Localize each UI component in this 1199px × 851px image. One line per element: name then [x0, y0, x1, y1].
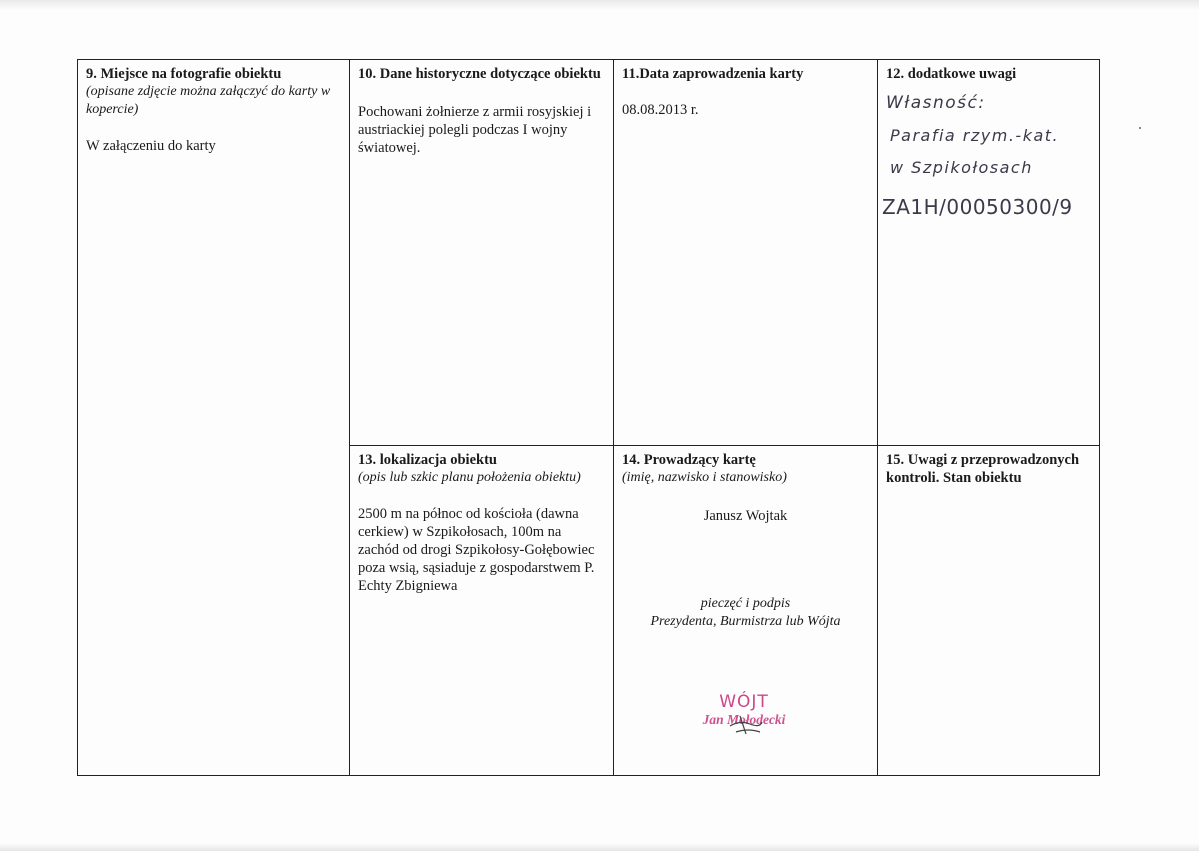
cell-body: 08.08.2013 r. — [622, 102, 699, 118]
cell-heading: 11.Data zaprowadzenia karty — [622, 66, 804, 82]
handwritten-note: Własność: — [886, 93, 986, 113]
keeper-name: Janusz Wojtak — [703, 508, 788, 524]
cell-object-location — [350, 446, 613, 775]
cell-heading: 12. dodatkowe uwagi — [886, 66, 1017, 82]
signature-scribble — [726, 712, 766, 738]
cell-heading: 13. lokalizacja obiektu — [358, 452, 497, 468]
cell-additional-notes — [878, 60, 1100, 445]
cell-card-date — [614, 60, 877, 445]
stamp-title: WÓJT — [719, 692, 769, 712]
handwritten-note: Parafia rzym.-kat. — [890, 126, 1060, 145]
scan-speck — [1139, 127, 1141, 129]
cell-subheading: (opisane zdjęcie można załączyć do karty w kopercie) — [86, 84, 331, 117]
cell-body: W załączeniu do karty — [86, 138, 216, 154]
cell-heading: 14. Prowadzący kartę — [622, 452, 756, 468]
cell-subheading: (opis lub szkic planu położenia obiektu) — [358, 470, 581, 485]
cell-heading: 10. Dane historyczne dotyczące obiektu — [358, 66, 601, 82]
cell-heading: 9. Miejsce na fotografie obiektu — [86, 66, 282, 82]
scan-edge-bottom — [0, 843, 1199, 851]
cell-body: Pochowani żołnierze z armii rosyjskiej i austriackiej polegli podczas I wojny światowej. — [358, 104, 592, 156]
seal-caption: Prezydenta, Burmistrza lub Wójta — [650, 614, 841, 629]
cell-historical-data — [350, 60, 613, 445]
seal-caption: pieczęć i podpis — [700, 596, 791, 611]
scan-edge-top — [0, 0, 1199, 10]
stamp-name: Jan Mołodecki — [702, 712, 786, 727]
cell-photo-place — [78, 60, 349, 440]
handwritten-note: w Szpikołosach — [890, 158, 1033, 177]
record-card-form — [77, 59, 1100, 776]
cell-inspection-notes — [878, 446, 1100, 775]
cell-subheading: (imię, nazwisko i stanowisko) — [622, 470, 787, 485]
cell-heading: 15. Uwagi z przeprowadzonych kontroli. Stan obiektu — [886, 452, 1080, 486]
cell-body: 2500 m na północ od kościoła (dawna cerkiew) w Szpikołosach, 100m na zachód od drogi Szpikołosy-Gołębowiec poza wsią, sąsiaduje z gospodarstwem P. Echty Zbigniewa — [358, 506, 595, 594]
handwritten-note: ZA1H/00050300/9 — [882, 195, 1073, 219]
